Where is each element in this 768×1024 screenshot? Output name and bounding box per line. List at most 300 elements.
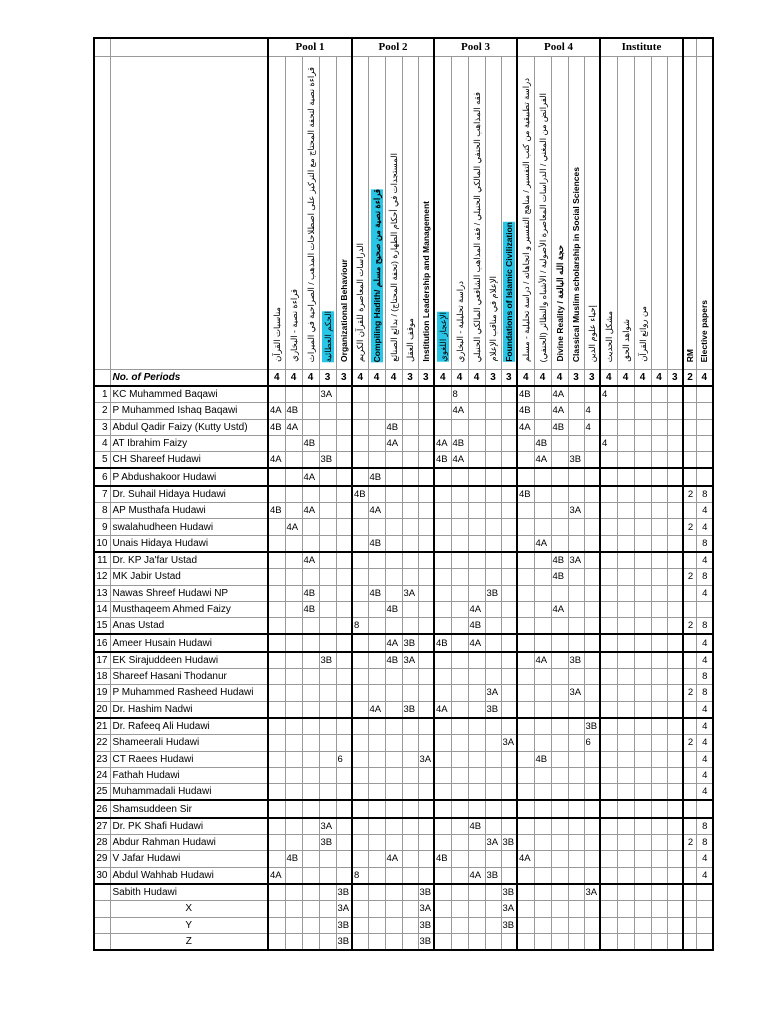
allocation-cell [551,503,568,519]
row-number: 16 [94,634,110,651]
allocation-cell [319,884,336,901]
allocation-cell [584,618,600,635]
row-number: 2 [94,403,110,419]
allocation-cell [534,403,551,419]
allocation-cell [651,767,667,783]
allocation-cell [617,419,634,435]
period-count: 3 [584,370,600,387]
allocation-cell [517,468,534,485]
allocation-cell [634,901,651,917]
allocation-cell: 4A [534,452,551,469]
allocation-cell: 4B [385,601,402,617]
allocation-cell [651,419,667,435]
allocation-cell [600,503,617,519]
allocation-cell: 4B [517,486,534,503]
allocation-cell [617,403,634,419]
allocation-cell [352,701,368,718]
subject-header [451,57,468,370]
allocation-cell [617,634,634,651]
allocation-cell [385,519,402,535]
allocation-cell: 2 [683,835,697,851]
period-count: 4 [352,370,368,387]
allocation-cell [285,917,302,933]
allocation-cell [667,386,683,403]
allocation-cell: 4A [551,601,568,617]
allocation-cell [517,735,534,751]
allocation-cell [584,535,600,552]
allocation-cell: 3B [501,835,517,851]
allocation-cell [551,701,568,718]
allocation-cell [584,468,600,485]
allocation-cell [368,851,385,867]
allocation-cell [352,751,368,767]
table-row [94,701,713,718]
allocation-cell [568,767,584,783]
allocation-cell [468,552,485,569]
allocation-cell [468,386,485,403]
allocation-cell [697,419,713,435]
allocation-cell [651,718,667,735]
teacher-name: swalahudheen Hudawi [110,519,268,535]
allocation-cell [285,601,302,617]
allocation-cell: 3B [319,835,336,851]
allocation-cell [468,735,485,751]
allocation-cell [683,767,697,783]
allocation-cell [551,784,568,801]
teacher-name: Y [110,917,268,933]
table-row [94,867,713,884]
allocation-cell [600,718,617,735]
staff-allocation-sheet [93,37,714,951]
period-count: 4 [697,370,713,387]
allocation-cell [517,818,534,835]
allocation-cell [368,519,385,535]
pool-title: Pool 2 [352,38,434,57]
allocation-cell: 8 [352,867,368,884]
allocation-cell [418,419,434,435]
allocation-cell [534,468,551,485]
table-row [94,767,713,783]
allocation-cell [302,618,319,635]
allocation-cell: 3B [501,884,517,901]
row-number: 5 [94,452,110,469]
allocation-cell [683,652,697,669]
allocation-cell [368,669,385,685]
allocation-cell [352,452,368,469]
subject-header [667,57,683,370]
allocation-cell [534,735,551,751]
row-number: 8 [94,503,110,519]
allocation-cell [418,784,434,801]
allocation-cell: 4 [600,386,617,403]
allocation-cell [551,618,568,635]
allocation-cell [336,503,352,519]
allocation-cell [651,535,667,552]
table-row [94,669,713,685]
allocation-cell: 4B [434,634,451,651]
allocation-cell: 8 [451,386,468,403]
allocation-cell: 4B [368,468,385,485]
allocation-cell [385,767,402,783]
allocation-cell [634,452,651,469]
allocation-cell [600,618,617,635]
allocation-cell [517,901,534,917]
period-count: 3 [568,370,584,387]
allocation-cell [584,552,600,569]
allocation-cell [683,867,697,884]
allocation-cell [534,519,551,535]
allocation-cell: 3A [402,585,418,601]
allocation-cell [551,835,568,851]
allocation-cell [385,835,402,851]
allocation-cell: 4A [551,386,568,403]
allocation-cell [268,569,285,585]
allocation-cell [336,735,352,751]
allocation-cell [302,386,319,403]
subject-label: الحكم العطائية [322,310,333,362]
allocation-cell [667,784,683,801]
allocation-cell [667,718,683,735]
allocation-cell [268,851,285,867]
allocation-cell [683,452,697,469]
allocation-cell [268,735,285,751]
allocation-cell [683,751,697,767]
allocation-cell [451,618,468,635]
allocation-cell [683,468,697,485]
allocation-cell [617,701,634,718]
allocation-cell [617,933,634,950]
allocation-cell: 4A [268,403,285,419]
allocation-cell [600,933,617,950]
allocation-cell [468,800,485,817]
allocation-cell [667,519,683,535]
allocation-cell [352,634,368,651]
allocation-cell [302,701,319,718]
row-number: 18 [94,669,110,685]
allocation-cell [584,901,600,917]
teacher-name: X [110,901,268,917]
row-number: 1 [94,386,110,403]
table-row [94,751,713,767]
allocation-cell: 4B [517,386,534,403]
allocation-cell: 3B [568,452,584,469]
allocation-cell [651,652,667,669]
allocation-cell [568,386,584,403]
allocation-cell [667,735,683,751]
period-count: 3 [402,370,418,387]
allocation-cell: 4A [285,419,302,435]
allocation-cell [485,669,501,685]
teacher-name: AP Musthafa Hudawi [110,503,268,519]
allocation-cell: 3B [418,917,434,933]
allocation-cell: 2 [683,519,697,535]
period-count: 3 [485,370,501,387]
allocation-cell [568,519,584,535]
allocation-cell [568,535,584,552]
allocation-cell: 3A [568,685,584,701]
allocation-cell [534,784,551,801]
allocation-cell [468,452,485,469]
allocation-cell: 4A [368,503,385,519]
row-number: 30 [94,867,110,884]
subject-label: الفرائض من المغني / الدراسات المعاصرة الأصولية / الأشباه والنظائر (الحنفي) [537,92,548,362]
pool-title: Institute [600,38,683,57]
allocation-cell [302,419,319,435]
table-row [94,585,713,601]
allocation-cell [285,751,302,767]
allocation-cell [551,535,568,552]
allocation-cell [485,818,501,835]
subject-header [336,57,352,370]
allocation-cell [517,701,534,718]
allocation-cell [434,403,451,419]
allocation-cell [584,519,600,535]
allocation-cell [352,835,368,851]
allocation-cell [485,718,501,735]
allocation-cell [319,751,336,767]
allocation-cell [600,685,617,701]
table-row [94,569,713,585]
allocation-cell [617,884,634,901]
allocation-cell [352,435,368,451]
allocation-cell [418,685,434,701]
allocation-cell [584,486,600,503]
allocation-cell [600,634,617,651]
allocation-cell [667,751,683,767]
allocation-cell [402,552,418,569]
allocation-cell [336,552,352,569]
allocation-cell [368,569,385,585]
allocation-cell [683,884,697,901]
allocation-cell [667,435,683,451]
allocation-cell [302,634,319,651]
teacher-name: AT Ibrahim Faizy [110,435,268,451]
allocation-cell [418,435,434,451]
allocation-cell [485,618,501,635]
allocation-cell [634,835,651,851]
allocation-cell [617,503,634,519]
allocation-cell [534,618,551,635]
row-number: 28 [94,835,110,851]
allocation-cell [634,917,651,933]
allocation-cell [634,784,651,801]
allocation-cell [319,917,336,933]
allocation-cell [634,601,651,617]
allocation-cell [617,585,634,601]
allocation-cell [683,552,697,569]
allocation-cell [634,867,651,884]
allocation-cell [600,701,617,718]
allocation-cell [385,917,402,933]
allocation-cell [402,486,418,503]
allocation-cell [568,601,584,617]
allocation-cell [285,552,302,569]
allocation-cell [651,519,667,535]
allocation-cell [617,901,634,917]
allocation-cell [634,652,651,669]
allocation-cell [534,818,551,835]
allocation-cell [385,685,402,701]
allocation-cell [285,634,302,651]
row-number: 7 [94,486,110,503]
allocation-cell [634,618,651,635]
allocation-cell [352,519,368,535]
allocation-cell: 3A [319,818,336,835]
allocation-cell [302,569,319,585]
allocation-cell [268,800,285,817]
allocation-cell [285,569,302,585]
allocation-cell: 8 [697,818,713,835]
allocation-cell [634,767,651,783]
allocation-cell: 4A [534,652,551,669]
allocation-cell [584,386,600,403]
period-count: 3 [418,370,434,387]
allocation-cell [451,784,468,801]
allocation-cell [584,851,600,867]
corner-num [94,38,110,57]
row-number [94,901,110,917]
allocation-cell: 4A [268,867,285,884]
allocation-cell [534,503,551,519]
subject-label: Classical Muslim scholarship in Social Sciences [571,166,581,362]
allocation-cell [319,486,336,503]
allocation-cell [285,652,302,669]
table-row [94,618,713,635]
allocation-cell [600,735,617,751]
allocation-cell [402,669,418,685]
allocation-cell [352,933,368,950]
allocation-cell [617,835,634,851]
row-number: 15 [94,618,110,635]
allocation-cell [651,784,667,801]
allocation-table [93,37,714,951]
allocation-cell: 8 [697,569,713,585]
allocation-cell [551,452,568,469]
allocation-cell [319,569,336,585]
allocation-cell [468,751,485,767]
allocation-cell: 3B [418,933,434,950]
allocation-cell [368,601,385,617]
allocation-cell [501,585,517,601]
allocation-cell: 3A [501,735,517,751]
allocation-cell [468,468,485,485]
allocation-cell [551,519,568,535]
allocation-cell: 4B [368,535,385,552]
allocation-cell: 4 [697,767,713,783]
table-row [94,818,713,835]
allocation-cell [451,468,468,485]
allocation-cell: 4 [697,735,713,751]
allocation-cell [485,468,501,485]
allocation-cell [268,751,285,767]
allocation-cell [501,867,517,884]
allocation-cell [385,486,402,503]
allocation-cell: 4B [268,503,285,519]
allocation-cell [385,569,402,585]
allocation-cell [451,867,468,884]
allocation-cell [651,585,667,601]
allocation-cell [402,784,418,801]
table-row [94,784,713,801]
table-row [94,386,713,403]
teacher-name: Muhammadali Hudawi [110,784,268,801]
allocation-cell: 4 [697,552,713,569]
subject-label: الإعجاز اللغوي [437,312,448,362]
allocation-cell [319,669,336,685]
allocation-cell [302,818,319,835]
allocation-cell [600,419,617,435]
row-number [94,884,110,901]
allocation-cell [517,718,534,735]
allocation-cell [385,751,402,767]
allocation-cell [268,901,285,917]
allocation-cell [402,419,418,435]
allocation-cell [634,519,651,535]
allocation-cell [268,669,285,685]
allocation-cell [501,751,517,767]
allocation-cell [336,701,352,718]
rm-header-blank [683,38,697,57]
allocation-cell [451,917,468,933]
allocation-cell [600,552,617,569]
allocation-cell [268,652,285,669]
allocation-cell [319,634,336,651]
allocation-cell: 4A [451,403,468,419]
subject-header [517,57,534,370]
allocation-cell [617,735,634,751]
allocation-cell [402,835,418,851]
subject-header [285,57,302,370]
allocation-cell: 3A [485,685,501,701]
allocation-cell [468,835,485,851]
allocation-cell [517,884,534,901]
allocation-cell: 6 [336,751,352,767]
allocation-cell [651,701,667,718]
allocation-cell [352,800,368,817]
allocation-cell [551,917,568,933]
period-count: 4 [634,370,651,387]
allocation-cell [651,552,667,569]
period-count: 3 [336,370,352,387]
allocation-cell [385,452,402,469]
teacher-name: P Muhammed Ishaq Baqawi [110,403,268,419]
allocation-cell [336,669,352,685]
allocation-cell [551,851,568,867]
subject-label: مشكل الحديث [603,310,614,362]
allocation-cell [434,867,451,884]
allocation-cell [683,800,697,817]
allocation-cell [634,403,651,419]
allocation-cell [617,386,634,403]
allocation-cell [634,585,651,601]
allocation-cell [600,884,617,901]
allocation-cell [418,585,434,601]
period-count: 4 [651,370,667,387]
allocation-cell [336,535,352,552]
allocation-cell [634,552,651,569]
allocation-cell [600,835,617,851]
table-row [94,403,713,419]
row-number: 29 [94,851,110,867]
allocation-cell [434,835,451,851]
allocation-cell [634,818,651,835]
allocation-cell [501,851,517,867]
allocation-cell [451,718,468,735]
allocation-cell [402,751,418,767]
allocation-cell [617,767,634,783]
allocation-cell: 4A [302,468,319,485]
allocation-cell: 4A [385,435,402,451]
